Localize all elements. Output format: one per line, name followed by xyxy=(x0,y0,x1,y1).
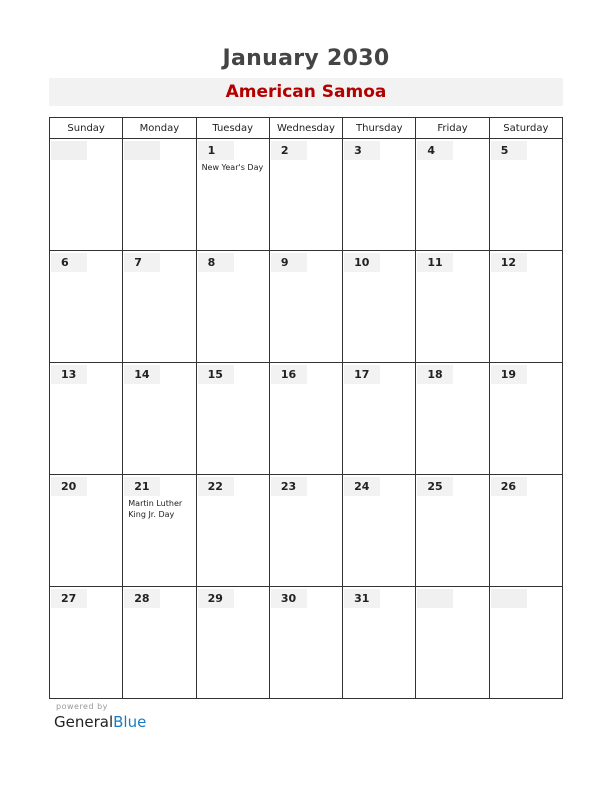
region-name: American Samoa xyxy=(225,82,387,102)
day-cell xyxy=(50,251,123,363)
day-cell xyxy=(343,251,416,363)
brand-logo[interactable] xyxy=(54,713,146,731)
day-number xyxy=(51,141,87,160)
week-row xyxy=(50,139,563,251)
day-cell xyxy=(123,363,196,475)
day-cell xyxy=(50,475,123,587)
day-cell xyxy=(50,363,123,475)
calendar-grid xyxy=(49,117,563,699)
day-number: 1 xyxy=(198,141,234,160)
day-cell xyxy=(269,587,342,699)
weekday-header-row xyxy=(50,118,563,139)
brand-blue: Blue xyxy=(113,713,147,731)
day-number: 14 xyxy=(124,365,160,384)
day-cell xyxy=(123,251,196,363)
day-number: 16 xyxy=(271,365,307,384)
day-number: 12 xyxy=(491,253,527,272)
day-number: 2 xyxy=(271,141,307,160)
day-number: 11 xyxy=(417,253,453,272)
weekday-friday: Friday xyxy=(416,118,489,139)
day-cell xyxy=(269,363,342,475)
holiday-label: New Year's Day xyxy=(201,163,264,172)
weekday-monday: Monday xyxy=(123,118,196,139)
day-number: 18 xyxy=(417,365,453,384)
day-cell xyxy=(50,139,123,251)
day-cell xyxy=(416,475,489,587)
weekday-sunday: Sunday xyxy=(50,118,123,139)
day-number xyxy=(491,589,527,608)
day-cell xyxy=(123,475,196,587)
day-number: 15 xyxy=(198,365,234,384)
day-cell xyxy=(489,587,562,699)
day-cell xyxy=(196,363,269,475)
week-row xyxy=(50,251,563,363)
week-row xyxy=(50,587,563,699)
calendar-body xyxy=(50,139,563,699)
day-number: 30 xyxy=(271,589,307,608)
day-cell xyxy=(416,139,489,251)
weekday-wednesday: Wednesday xyxy=(269,118,342,139)
day-cell xyxy=(489,139,562,251)
day-number: 17 xyxy=(344,365,380,384)
day-number: 26 xyxy=(491,477,527,496)
day-number: 7 xyxy=(124,253,160,272)
day-cell xyxy=(269,475,342,587)
weekday-saturday: Saturday xyxy=(489,118,562,139)
day-cell xyxy=(123,139,196,251)
day-number: 9 xyxy=(271,253,307,272)
day-number: 29 xyxy=(198,589,234,608)
day-number: 8 xyxy=(198,253,234,272)
week-row xyxy=(50,363,563,475)
day-number: 10 xyxy=(344,253,380,272)
day-cell xyxy=(489,475,562,587)
day-cell xyxy=(196,139,269,251)
weekday-thursday: Thursday xyxy=(343,118,416,139)
day-cell xyxy=(416,587,489,699)
day-number: 27 xyxy=(51,589,87,608)
day-number: 5 xyxy=(491,141,527,160)
day-cell xyxy=(343,587,416,699)
day-cell xyxy=(416,363,489,475)
day-number: 20 xyxy=(51,477,87,496)
brand-general: General xyxy=(54,713,114,731)
region-bar xyxy=(49,78,563,106)
holiday-label: Martin Luther King Jr. Day xyxy=(128,499,183,519)
day-number: 19 xyxy=(491,365,527,384)
day-cell xyxy=(416,251,489,363)
day-cell xyxy=(196,475,269,587)
week-row xyxy=(50,475,563,587)
day-number: 21 xyxy=(124,477,160,496)
day-cell xyxy=(269,139,342,251)
day-number: 4 xyxy=(417,141,453,160)
day-number: 31 xyxy=(344,589,380,608)
day-number: 6 xyxy=(51,253,87,272)
weekday-tuesday: Tuesday xyxy=(196,118,269,139)
page-title: January 2030 xyxy=(222,46,390,71)
day-cell xyxy=(343,139,416,251)
day-cell xyxy=(196,587,269,699)
powered-by-label: powered by xyxy=(56,702,108,711)
day-number: 25 xyxy=(417,477,453,496)
day-number: 28 xyxy=(124,589,160,608)
day-cell xyxy=(343,475,416,587)
day-cell xyxy=(50,587,123,699)
day-number: 13 xyxy=(51,365,87,384)
day-cell xyxy=(343,363,416,475)
day-cell xyxy=(489,251,562,363)
day-number xyxy=(124,141,160,160)
day-number xyxy=(417,589,453,608)
day-cell xyxy=(196,251,269,363)
day-cell xyxy=(269,251,342,363)
day-number: 23 xyxy=(271,477,307,496)
day-number: 24 xyxy=(344,477,380,496)
day-number: 3 xyxy=(344,141,380,160)
day-number: 22 xyxy=(198,477,234,496)
day-cell xyxy=(489,363,562,475)
day-cell xyxy=(123,587,196,699)
